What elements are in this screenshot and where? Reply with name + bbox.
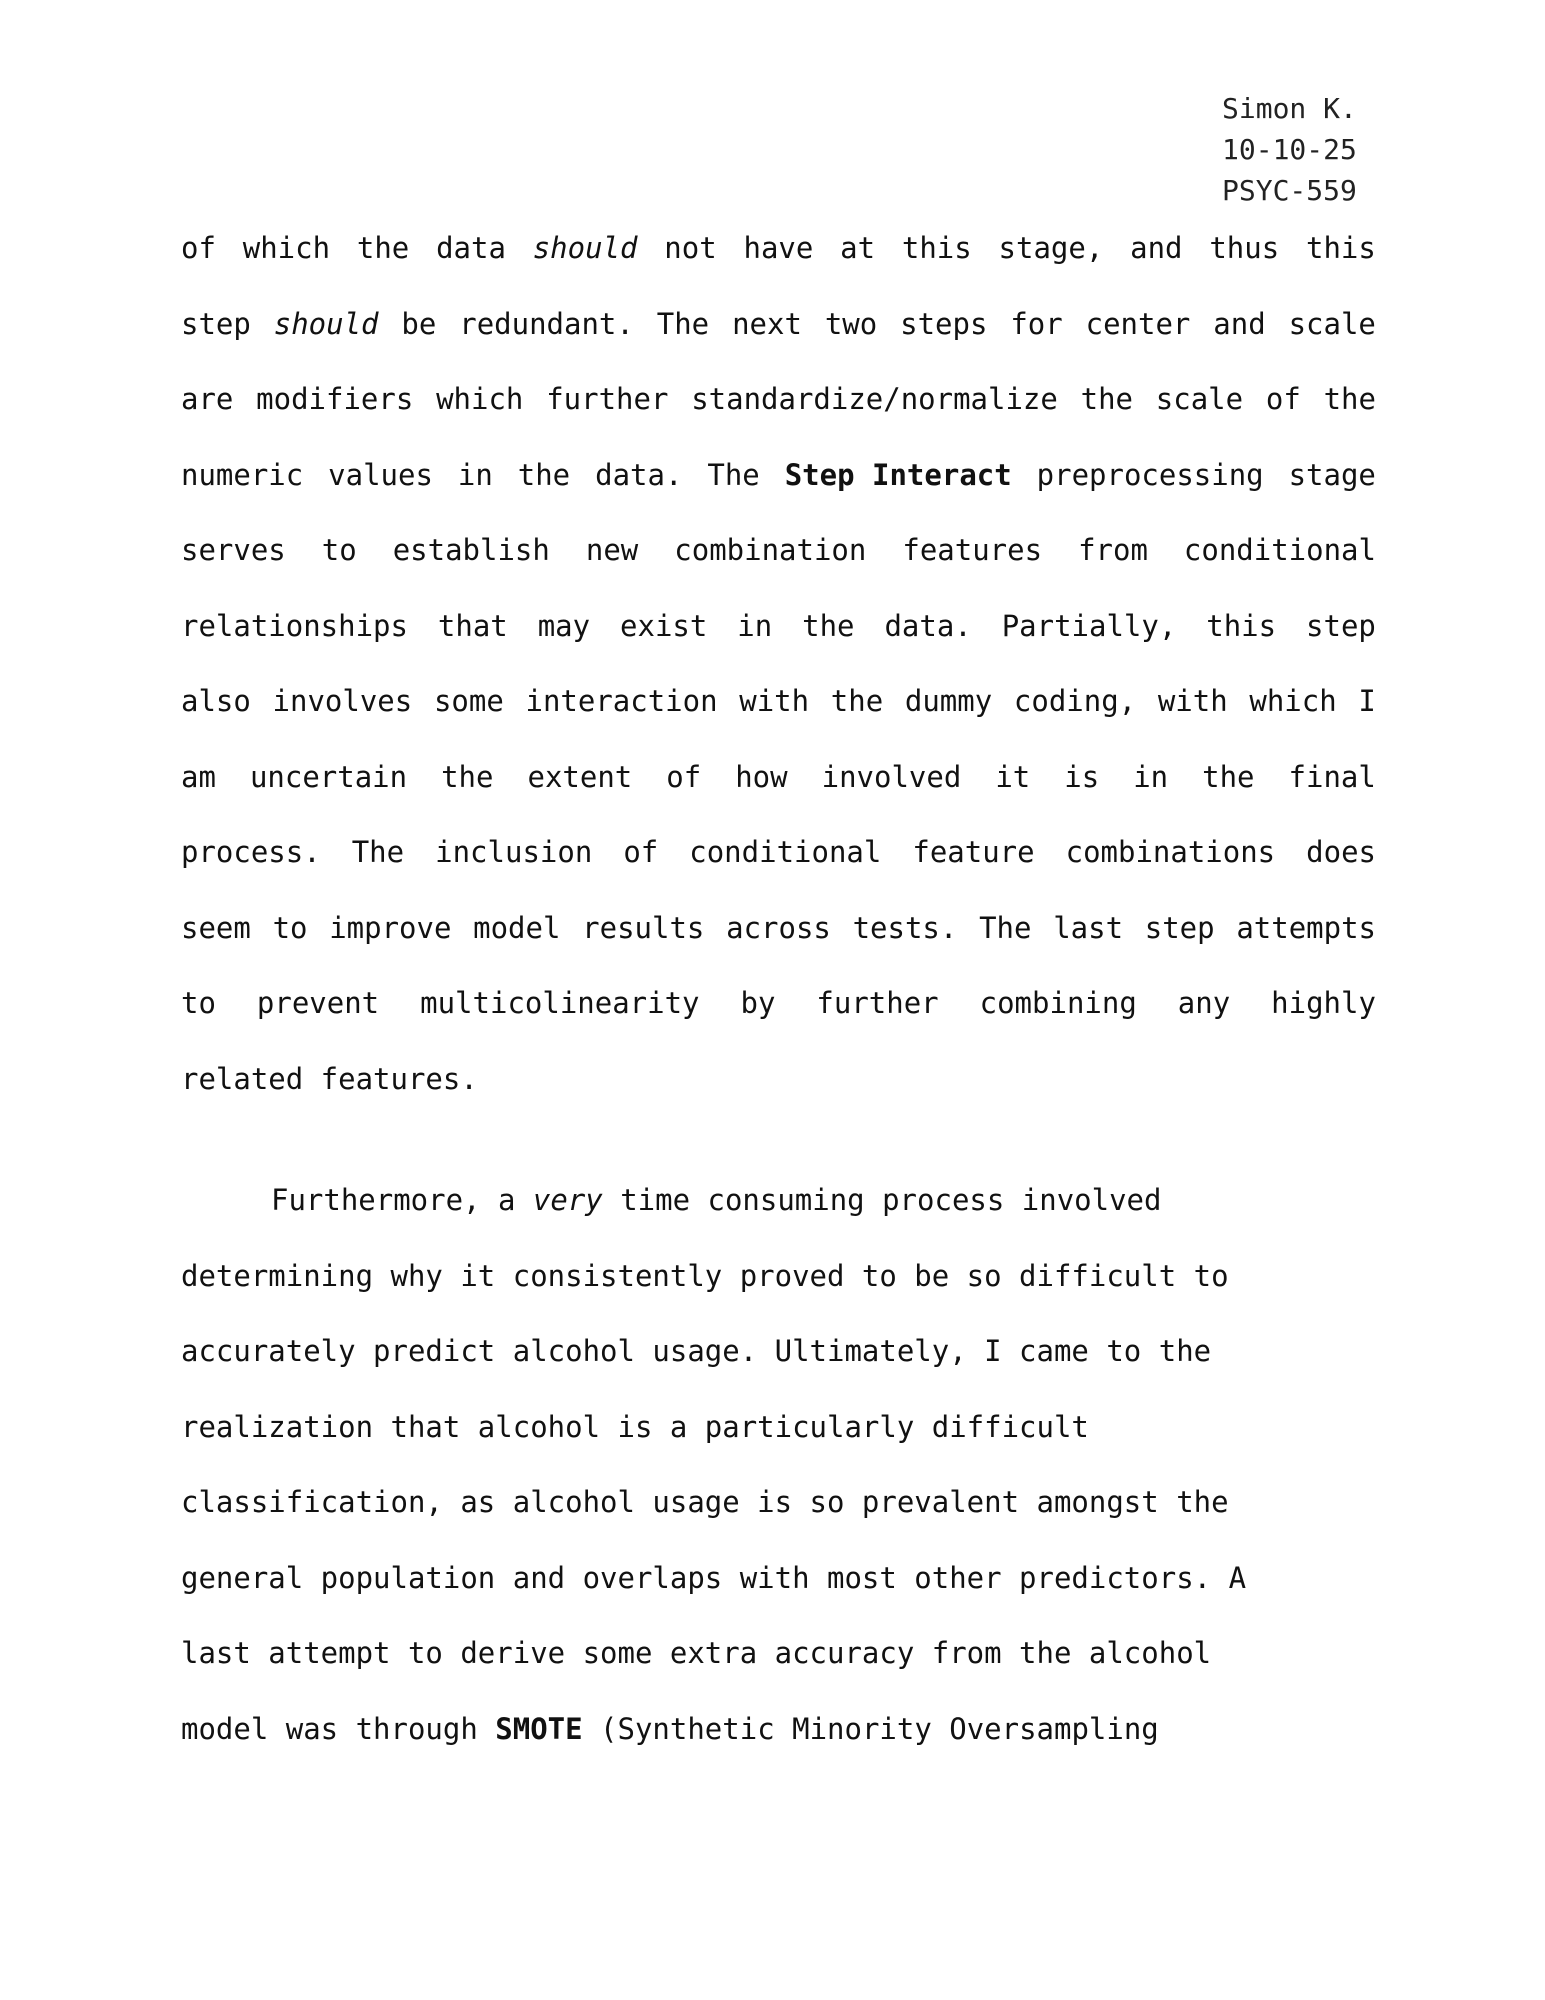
word: the (802, 608, 855, 643)
word: serves (181, 533, 286, 567)
word: the (441, 759, 494, 794)
text-line (181, 211, 1376, 287)
word: inclusion (435, 835, 593, 869)
word: involves (272, 684, 413, 718)
word: establish (392, 533, 550, 567)
document-date: 10-10-25 (1222, 133, 1357, 166)
text-line: general population and overlaps with most other predictors. A (181, 1560, 1247, 1595)
word: combinations (1065, 835, 1276, 869)
word: exist (620, 608, 708, 643)
word (274, 287, 379, 363)
word: feature (912, 835, 1035, 869)
text-line (181, 891, 1376, 967)
word: improve (329, 910, 452, 945)
text-line: model was through SMOTE (Synthetic Minority Oversampling (181, 1711, 1159, 1746)
word: standardize/normalize (691, 382, 1058, 416)
word: data (436, 231, 506, 265)
word: further (816, 986, 939, 1020)
word: which (436, 382, 524, 416)
word: for (1010, 306, 1063, 341)
word: the (1323, 382, 1376, 416)
word: in (457, 457, 493, 492)
word: and (1213, 306, 1266, 341)
word: combination (674, 533, 867, 567)
word: of (1265, 382, 1301, 416)
word: results (582, 910, 705, 945)
word: involved (821, 759, 962, 794)
word: with (1157, 684, 1228, 718)
word: The (656, 306, 710, 341)
text-line (181, 966, 1376, 1042)
body-paragraph-1 (181, 211, 1376, 1117)
word: of (666, 759, 702, 794)
word: values (328, 457, 433, 492)
word: interaction (525, 684, 718, 718)
word: scale (1288, 306, 1376, 341)
word: does (1306, 835, 1376, 869)
word: step (1306, 608, 1376, 643)
word: tests. (852, 910, 958, 945)
word: this (1305, 231, 1376, 265)
word: with (739, 684, 810, 718)
word: stage (1288, 457, 1376, 492)
word: prevent (256, 986, 380, 1020)
word: last (1053, 910, 1124, 945)
word: data. (595, 457, 683, 492)
word: center (1085, 306, 1191, 341)
text-line (181, 362, 1376, 438)
word: data. (884, 608, 972, 643)
text-line (181, 438, 1376, 514)
emphasis-bold: Step Interact (784, 457, 1012, 492)
word: the (356, 231, 410, 265)
word: process. (181, 835, 321, 869)
word (785, 438, 1012, 514)
emphasis-italic: very (532, 1183, 603, 1217)
word: be (401, 306, 437, 341)
word (533, 211, 638, 287)
word: that (437, 608, 508, 643)
word: the (517, 457, 571, 492)
word: am (181, 759, 216, 794)
word: I (1358, 684, 1376, 718)
emphasis-italic: should (273, 306, 379, 341)
word: in (1133, 759, 1169, 794)
word: The (351, 835, 405, 869)
text-line: Furthermore, a very time consuming process involved (271, 1183, 1162, 1217)
word: from (1078, 533, 1148, 567)
word: preprocessing (1036, 457, 1264, 492)
word: steps (900, 306, 988, 341)
text-line (181, 664, 1376, 740)
word: seem (181, 910, 251, 945)
word: may (537, 608, 591, 643)
word: Partially, (1001, 608, 1177, 643)
text-line: determining why it consistently proved to be so difficult to (181, 1258, 1229, 1293)
word: multicolinearity (420, 986, 700, 1020)
word: in (737, 608, 773, 643)
word: to (181, 986, 216, 1020)
word: final (1288, 759, 1376, 794)
word: numeric (181, 457, 304, 492)
word: modifiers (256, 382, 414, 416)
author-header (1222, 88, 1452, 211)
word: attempts (1236, 910, 1376, 945)
word: relationships (181, 608, 408, 643)
word: dummy (904, 684, 993, 718)
word: the (1202, 759, 1255, 794)
word: the (830, 684, 884, 718)
word: uncertain (249, 759, 408, 794)
word: the (1080, 382, 1134, 416)
word: it (995, 759, 1031, 794)
word: are (181, 382, 234, 416)
word: conditional (689, 835, 882, 869)
emphasis-italic: should (532, 231, 638, 265)
word: coding, (1013, 684, 1137, 718)
text-line (181, 513, 1376, 589)
text-line: last attempt to derive some extra accuracy from the alcohol (181, 1636, 1212, 1670)
word: and (1130, 231, 1183, 265)
word: is (1064, 759, 1100, 794)
word: across (726, 910, 831, 945)
word: highly (1271, 986, 1376, 1020)
word: scale (1155, 382, 1244, 416)
word: at (840, 231, 876, 265)
text-line (181, 287, 1376, 363)
word: some (433, 684, 504, 718)
word: thus (1209, 231, 1280, 265)
body-paragraph-2 (181, 1163, 1376, 1767)
word: next (732, 306, 802, 341)
word: combining (979, 986, 1137, 1020)
word: The (979, 910, 1032, 945)
word: have (743, 231, 814, 265)
word: model (473, 910, 561, 945)
word: which (1249, 684, 1337, 718)
word: further (546, 382, 669, 416)
word: this (1206, 608, 1277, 643)
text-line: related features. (181, 1061, 478, 1096)
word: extent (527, 759, 633, 794)
word: The (707, 457, 760, 492)
word: of (181, 231, 216, 265)
word: features (902, 533, 1043, 567)
text-line: classification, as alcohol usage is so prevalent amongst the (181, 1485, 1229, 1519)
word: two (824, 306, 878, 341)
word: conditional (1183, 533, 1376, 567)
word: of (623, 835, 659, 869)
word: redundant. (459, 306, 634, 341)
author-name: Simon K. (1222, 92, 1357, 125)
word: new (585, 533, 639, 567)
word: also (181, 684, 251, 718)
word: step (181, 306, 251, 341)
text-line (181, 589, 1376, 665)
word: to (321, 533, 357, 567)
word: step (1144, 910, 1215, 945)
text-line: realization that alcohol is a particularly difficult (181, 1409, 1089, 1444)
word: this (901, 231, 972, 265)
word: not (664, 231, 717, 265)
course-code: PSYC-559 (1222, 174, 1357, 207)
word: stage, (998, 231, 1104, 265)
text-line: accurately predict alcohol usage. Ultimately, I came to the (181, 1334, 1212, 1368)
word: any (1177, 986, 1231, 1020)
word: which (242, 231, 331, 265)
word: how (735, 759, 788, 794)
emphasis-bold: SMOTE (495, 1711, 583, 1746)
word: to (272, 910, 308, 945)
text-line (181, 740, 1376, 816)
word: by (740, 986, 776, 1020)
text-line (181, 815, 1376, 891)
